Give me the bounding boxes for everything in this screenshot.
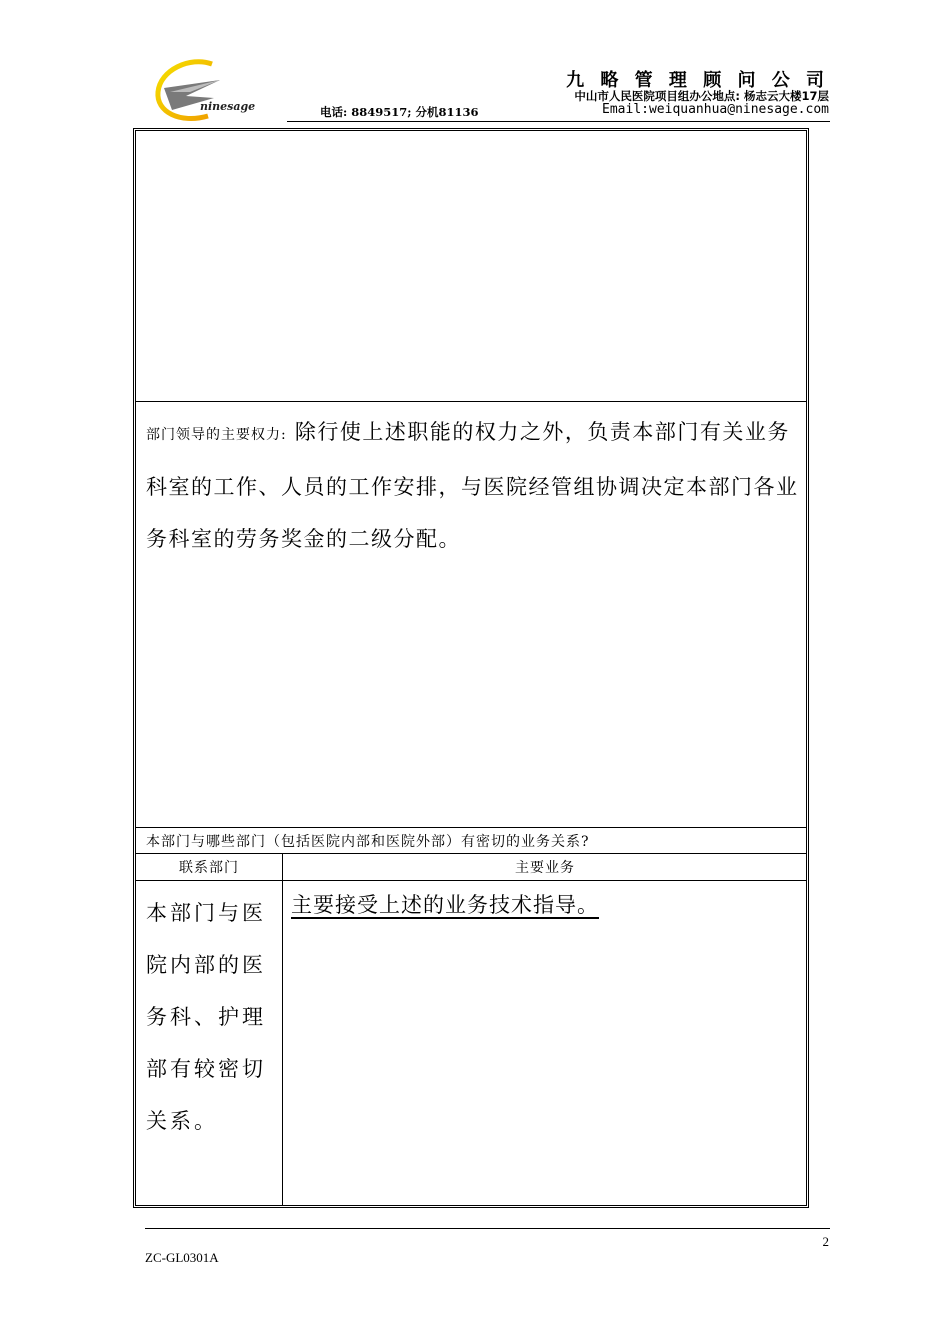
row-divider bbox=[136, 853, 806, 854]
contact-dept-header: 联系部门 bbox=[179, 860, 239, 876]
header-divider bbox=[287, 121, 830, 122]
page-number: 2 bbox=[822, 1234, 829, 1249]
company-logo bbox=[150, 58, 270, 126]
page-header bbox=[0, 0, 950, 124]
company-name: 九 略 管 理 顾 问 公 司 bbox=[566, 70, 829, 91]
row-divider bbox=[136, 827, 806, 828]
department-powers-cell bbox=[146, 406, 808, 565]
relations-question: 本部门与哪些部门（包括医院内部和医院外部）有密切的业务关系? bbox=[146, 834, 590, 850]
contact-dept-cell: 本部门与医院内部的医务科、护理部有较密切关系。 bbox=[146, 901, 266, 1133]
phone-number: 电话: 8849517; 分机81136 bbox=[320, 105, 479, 119]
main-business-cell: 主要接受上述的业务技术指导。 bbox=[291, 893, 599, 917]
logo-wordmark: ninesage bbox=[200, 100, 256, 113]
footer-divider bbox=[145, 1228, 830, 1229]
row-divider bbox=[136, 401, 806, 402]
email-address: Email:weiquanhua@ninesage.com bbox=[602, 102, 829, 117]
row-divider bbox=[136, 880, 806, 881]
office-address: 中山市人民医院项目组办公地点: 杨志云大楼17层 bbox=[574, 89, 829, 103]
document-code: ZC-GL0301A bbox=[145, 1250, 219, 1265]
column-divider bbox=[282, 853, 283, 1205]
powers-text: 除行使上述职能的权力之外，负责本部门有关业务科室的工作、人员的工作安排，与医院经管组协调决定本部门各业务科室的劳务奖金的二级分配。 bbox=[146, 420, 799, 551]
powers-label: 部门领导的主要权力: bbox=[146, 427, 287, 443]
responsibility-table bbox=[133, 128, 809, 1208]
main-business-header: 主要业务 bbox=[515, 860, 575, 876]
